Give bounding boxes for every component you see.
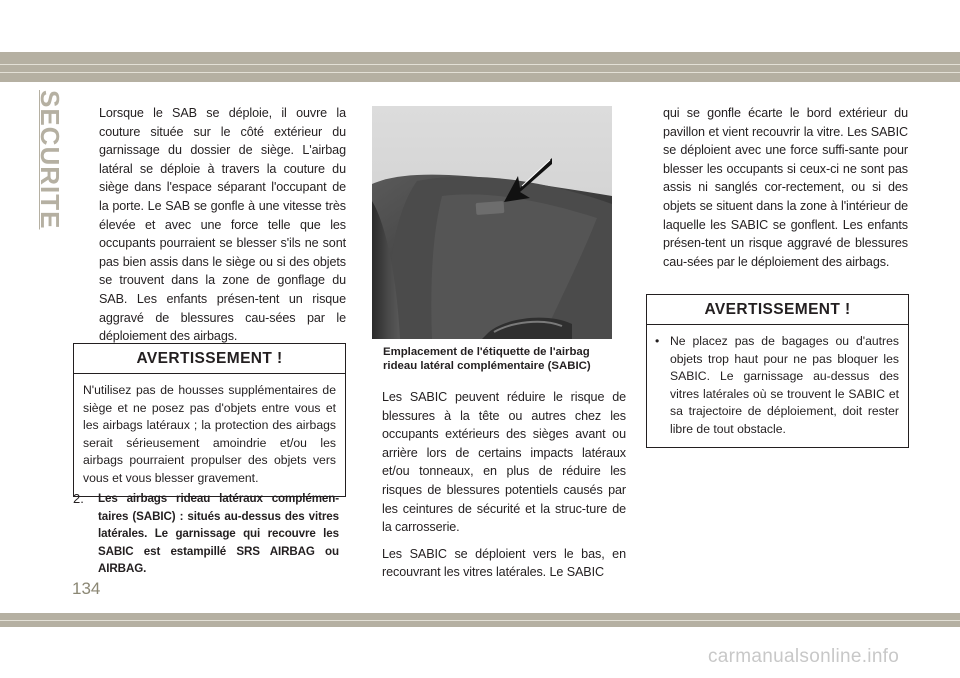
list-text: Les airbags rideau latéraux complémen-taires (SABIC) : situés au-dessus des vitres latérales. Le garnissage qui recouvre les SABIC est estampillé SRS AIRBAG ou AIRBAG.	[98, 492, 339, 576]
paragraph: Les SABIC se déploient vers le bas, en recouvrant les vitres latérales. Le SABIC	[382, 546, 626, 580]
column-left	[99, 104, 346, 346]
paragraph: Les SABIC peuvent réduire le risque de blessures à la tête ou autres chez les occupants extérieurs des sièges avant ou arrière lors de certains impacts latéraux et/ou tonneaux, en plus de réduire les risques de blessures potentiels causés par les ceintures de sécurité et la struc-ture de la carrosserie.	[382, 390, 626, 535]
caption-line: rideau latéral complémentaire (SABIC)	[383, 359, 591, 372]
column-middle	[382, 388, 626, 582]
warning-bullet-item	[647, 325, 908, 447]
paragraph: Lorsque le SAB se déploie, il ouvre la couture située sur le côté extérieur du garnissage du dossier de siège. L'airbag latéral se déploie à travers la couture du siège dans l'espace séparant l'occupant de la porte. Le SAB se gonfle à une vitesse très élevée et avec une force telle que les occupants pourraient se blesser s'ils ne sont pas bien assis dans le siège ou si des objets se trouvent dans la zone de gonflage du SAB. Les enfants présen-tent un risque aggravé de blessures cau-sées par le déploiement des airbags.	[99, 106, 346, 344]
page-number: 134	[72, 579, 101, 598]
warning-box-luggage	[646, 294, 909, 448]
column-right	[663, 104, 908, 271]
warning-heading: AVERTISSEMENT !	[647, 295, 908, 325]
airbag-label-photo	[372, 106, 612, 339]
list-item	[73, 490, 339, 578]
footer-band	[0, 613, 960, 627]
warning-heading: AVERTISSEMENT !	[74, 344, 345, 374]
caption-line: Emplacement de l'étiquette de l'airbag	[383, 346, 590, 358]
headliner-airbag-image	[372, 106, 612, 339]
paragraph: qui se gonfle écarte le bord extérieur du pavillon et vient recouvrir la vitre. Les SABIC se déploient avec une force suffi-sante pour blesser les occupants si ceux-ci ne sont pas assis ni sanglés cor-rectement, ou si des objets se situent dans la zone à l'intérieur de laquelle les SABIC se gonflent. Les enfants présen-tent un risque aggravé de blessures cau-sées par le déploiement des airbags.	[663, 106, 908, 269]
section-title: SECURITE	[35, 90, 65, 230]
header-band	[0, 52, 960, 82]
section-tab	[29, 90, 67, 230]
bullet: •	[655, 334, 660, 348]
watermark: carmanualsonline.info	[708, 646, 900, 667]
warning-box-seat-covers	[73, 343, 346, 497]
list-number: 2.	[73, 491, 84, 506]
figure-caption	[383, 346, 618, 373]
warning-text: N'utilisez pas de housses supplémentaires de siège et ne posez pas d'objets entre vous et les airbags latéraux ; la protection des airbags serait sérieusement amoindrie et/ou les airbags pourraient propulser des objets vers vous et vous blesser gravement.	[83, 383, 336, 485]
warning-text: Ne placez pas de bagages ou d'autres objets trop haut pour ne pas bloquer les SABIC. Le garnissage au-dessus des vitres latérales où se trouvent le SABIC et sa trajectoire de déploiement, doit rester libre de tout obstacle.	[670, 334, 899, 436]
